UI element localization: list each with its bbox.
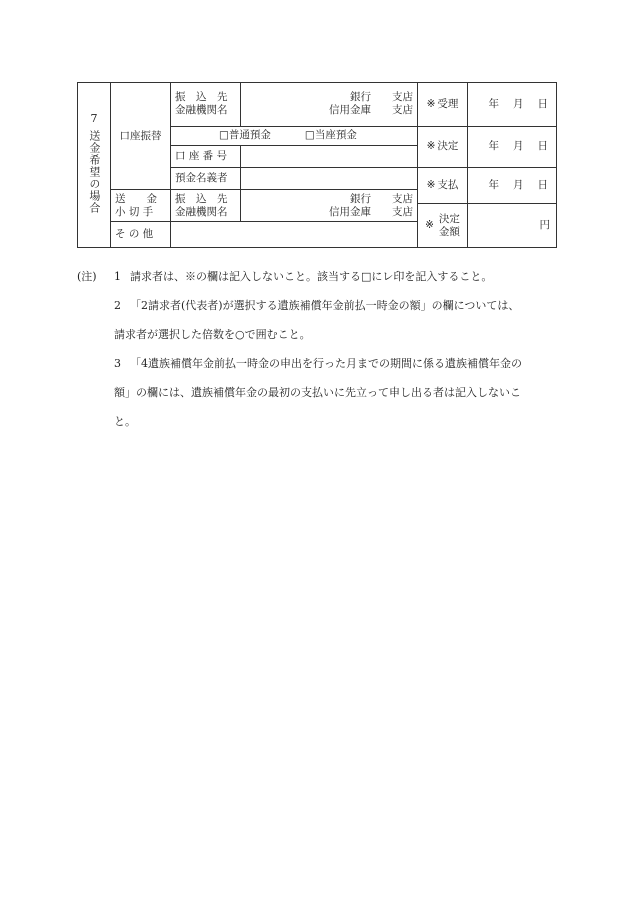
account-number-field[interactable]: [241, 145, 418, 167]
month-label: 月: [513, 140, 524, 153]
deposit-type-field[interactable]: [171, 126, 418, 145]
credit-label: 信用金庫: [329, 205, 371, 218]
note-text: 請求者が選択した倍数を○で囲むこと。: [114, 328, 311, 341]
section-title: 送金希望の場合: [87, 129, 101, 214]
day-label: 日: [537, 179, 548, 192]
branch-label: 支店: [392, 192, 413, 205]
office-received-label: [418, 83, 468, 127]
deposit-ordinary-checkbox[interactable]: □普通預金: [219, 129, 271, 142]
paid-date-field[interactable]: [468, 168, 557, 204]
received-label: 受理: [437, 97, 459, 110]
bank-label: 銀行: [350, 91, 371, 104]
payee-line1: 振 込 先: [175, 91, 228, 104]
year-label: 年: [488, 97, 499, 110]
deposit-current-checkbox[interactable]: □当座預金: [304, 129, 357, 142]
note-3: [77, 349, 557, 436]
paid-label: 支払: [437, 179, 459, 192]
month-label: 月: [513, 97, 524, 110]
month-label: 月: [513, 179, 524, 192]
bank-label: 銀行: [350, 192, 371, 205]
year-label: 年: [488, 179, 499, 192]
decided-label: 決定: [437, 140, 459, 153]
note-number: 1: [114, 270, 121, 283]
payee-line1: 振 込 先: [175, 192, 228, 205]
note-number: 3: [114, 357, 121, 370]
account-holder-label: 預金名義者: [171, 168, 241, 190]
note-1: [77, 262, 557, 291]
office-mark: ※: [425, 219, 434, 232]
office-decided-label: [418, 126, 468, 168]
payee-line2: 金融機関名: [175, 205, 228, 218]
remittance-label: 送 金: [115, 192, 157, 205]
decided-date-field[interactable]: [468, 126, 557, 168]
note-2: [77, 291, 557, 349]
note-text: 「4遺族補償年金前払一時金の申出を行った月までの期間に係る遺族補償年金の: [130, 357, 522, 370]
year-label: 年: [488, 140, 499, 153]
section-number: 7: [90, 112, 98, 126]
account-number-label: 口 座 番 号: [171, 145, 241, 167]
note-number: 2: [114, 299, 121, 312]
remittance-form-table: [77, 82, 557, 248]
branch-label: 支店: [392, 104, 413, 117]
section-7-cell: [78, 83, 111, 248]
note-text: 「2請求者(代表者)が選択する遺族補償年金前払一時金の額」の欄については、: [130, 299, 520, 312]
credit-label: 信用金庫: [329, 104, 371, 117]
remittance-label-cell: [111, 190, 171, 222]
money-order-label: 小 切 手: [115, 205, 154, 218]
branch-label: 支店: [392, 91, 413, 104]
other-label: そ の 他: [111, 222, 171, 248]
notes-label: (注): [77, 270, 97, 283]
note-text: 請求者は、※の欄は記入しないこと。該当する□にレ印を記入すること。: [130, 270, 493, 283]
day-label: 日: [537, 97, 548, 110]
account-holder-field[interactable]: [241, 168, 418, 190]
yen-label: 円: [539, 219, 550, 232]
payee-line2: 金融機関名: [175, 104, 228, 117]
office-amount-label: [418, 204, 468, 248]
payee-label-1: [171, 83, 241, 127]
bank-name-field-2[interactable]: [241, 190, 418, 222]
note-text: と。: [114, 415, 136, 428]
amount-line2: 金額: [438, 225, 460, 238]
other-field[interactable]: [171, 222, 418, 248]
office-mark: ※: [426, 179, 436, 192]
note-text: 額」の欄には、遺族補償年金の最初の支払いに先立って申し出る者は記入しないこ: [114, 386, 521, 399]
branch-label: 支店: [392, 205, 413, 218]
office-mark: ※: [426, 140, 436, 153]
office-mark: ※: [426, 97, 436, 110]
bank-name-field-1[interactable]: [241, 83, 418, 127]
payee-label-2: [171, 190, 241, 222]
notes-section: [77, 262, 557, 436]
account-transfer-label: 口座振替: [111, 83, 171, 190]
office-paid-label: [418, 168, 468, 204]
day-label: 日: [537, 140, 548, 153]
decided-amount-field[interactable]: [468, 204, 557, 248]
received-date-field[interactable]: [468, 83, 557, 127]
amount-line1: 決定: [438, 213, 460, 226]
